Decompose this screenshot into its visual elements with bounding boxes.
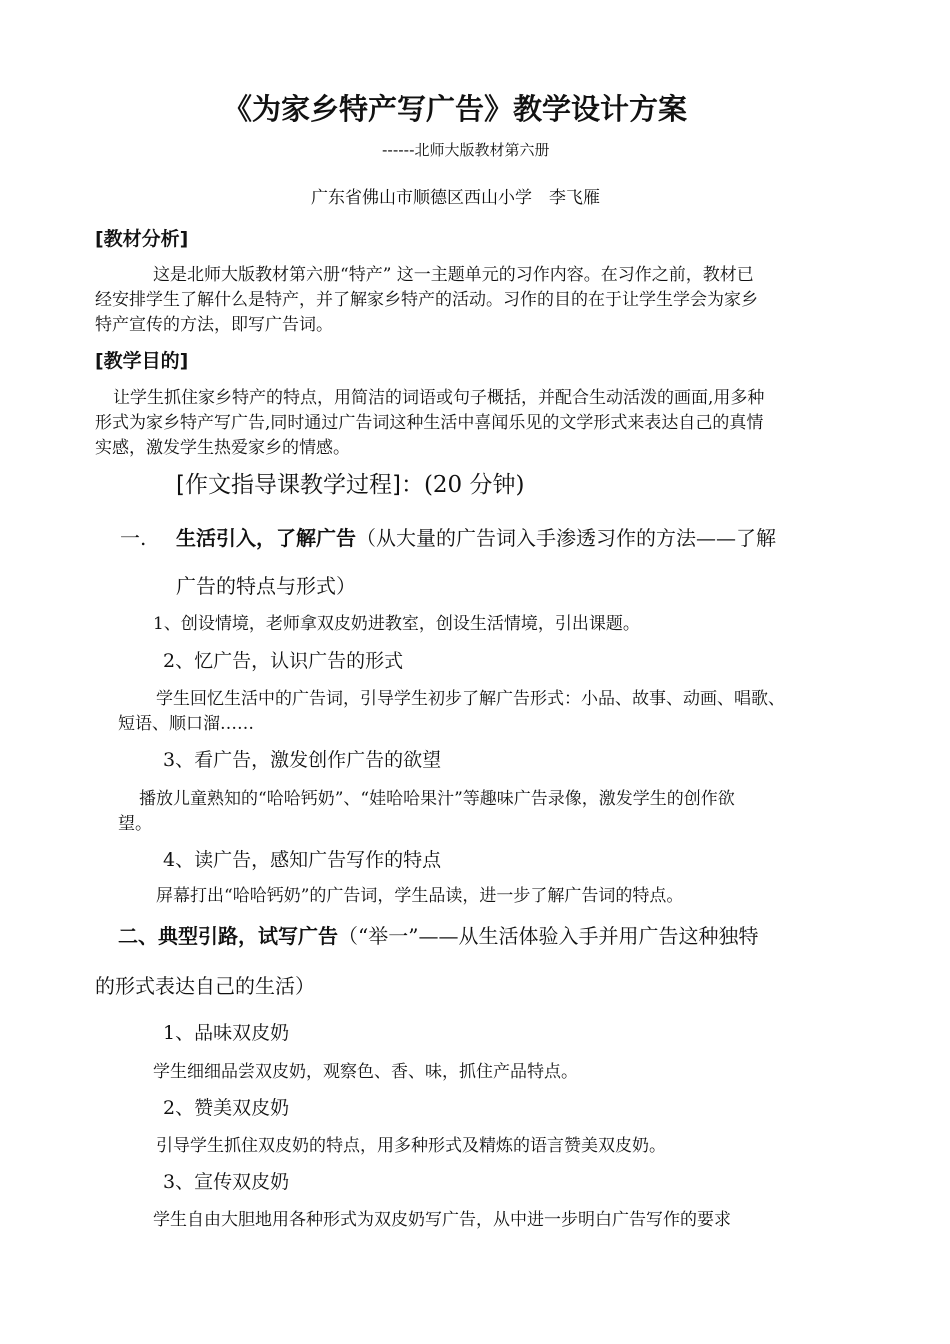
part-one-note: （从大量的广告词入手渗透习作的方法——了解 — [356, 526, 776, 550]
part-two-note-continued: 的形式表达自己的生活） — [95, 974, 315, 998]
step-line: 短语、顺口溜…… — [118, 714, 254, 734]
teaching-goal-line: 实感，激发学生热爱家乡的情感。 — [95, 438, 350, 458]
part-two-note: （“举一”——从生活体验入手并用广告这种独特 — [338, 924, 759, 948]
step-title: 3、看广告，激发创作广告的欲望 — [163, 749, 442, 771]
part-two-title: 二、典型引路，试写广告 — [118, 924, 338, 948]
step-title: 3、宣传双皮奶 — [163, 1171, 290, 1193]
step-title: 1、品味双皮奶 — [163, 1022, 290, 1044]
step-line: 学生自由大胆地用各种形式为双皮奶写广告，从中进一步明白广告写作的要求 — [153, 1210, 731, 1230]
step-line: 屏幕打出“哈哈钙奶”的广告词，学生品读，进一步了解广告词的特点。 — [156, 886, 684, 906]
process-heading-time: (20 分钟) — [423, 472, 525, 498]
part-two-line — [118, 924, 758, 948]
teaching-goal-line: 形式为家乡特产写广告,同时通过广告词这种生活中喜闻乐见的文学形式来表达自己的真情 — [95, 413, 764, 433]
step-title: 1、创设情境，老师拿双皮奶进教室，创设生活情境，引出课题。 — [153, 614, 640, 634]
teaching-goal-line: 让学生抓住家乡特产的特点，用简洁的词语或句子概括，并配合生动活泼的画面,用多种 — [113, 388, 765, 408]
process-heading — [176, 472, 524, 500]
process-heading-label: [作文指导课教学过程]： — [176, 472, 424, 498]
section-heading-material-analysis: [教材分析] — [95, 228, 189, 250]
step-line: 播放儿童熟知的“哈哈钙奶”、“娃哈哈果汁”等趣味广告录像，激发学生的创作欲 — [139, 789, 735, 809]
material-analysis-line: 这是北师大版教材第六册“特产” 这一主题单元的习作内容。在习作之前，教材已 — [153, 265, 754, 285]
step-title: 2、赞美双皮奶 — [163, 1097, 290, 1119]
material-analysis-line: 经安排学生了解什么是特产，并了解家乡特产的活动。习作的目的在于让学生学会为家乡 — [95, 290, 758, 310]
step-line: 学生细细品尝双皮奶，观察色、香、味，抓住产品特点。 — [153, 1062, 578, 1082]
step-title: 2、忆广告，认识广告的形式 — [163, 650, 404, 672]
part-one-title: 生活引入，了解广告 — [176, 526, 356, 550]
step-line: 引导学生抓住双皮奶的特点，用多种形式及精炼的语言赞美双皮奶。 — [156, 1136, 666, 1156]
section-heading-teaching-goal: [教学目的] — [95, 350, 189, 372]
author-line: 广东省佛山市顺德区西山小学 李飞雁 — [311, 188, 600, 208]
material-analysis-line: 特产宣传的方法，即写广告词。 — [95, 315, 333, 335]
part-one-number: 一. — [120, 526, 147, 550]
document-title: 《为家乡特产写广告》教学设计方案 — [223, 92, 688, 126]
document-subtitle: ------北师大版教材第六册 — [382, 141, 550, 159]
part-one-note-continued: 广告的特点与形式） — [176, 574, 356, 598]
step-line: 学生回忆生活中的广告词，引导学生初步了解广告形式：小品、故事、动画、唱歌、 — [156, 689, 785, 709]
step-line: 望。 — [118, 814, 152, 834]
part-one-line — [120, 526, 776, 550]
step-title: 4、读广告，感知广告写作的特点 — [163, 849, 442, 871]
